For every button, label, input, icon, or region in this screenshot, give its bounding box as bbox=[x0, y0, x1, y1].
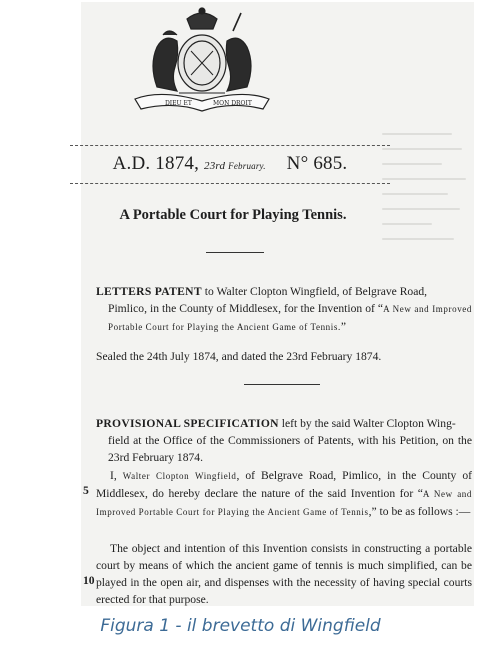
letters-patent-lead: LETTERS PATENT bbox=[96, 285, 202, 298]
object-paragraph: The object and intention of this Invention consists in constructing a portable court by means of which the ancient game of tennis is much simplified, can be played in the open air, and dispenses with the necessity of having special courts erected for that purpose. bbox=[96, 542, 472, 606]
arms-motto-left: DIEU ET bbox=[165, 100, 192, 107]
figure-caption: Figura 1 - il brevetto di Wingfield bbox=[100, 616, 381, 636]
letters-patent-text-2: Pimlico, in the County of Middlesex, for the Invention of “ bbox=[108, 302, 384, 315]
declaration-name: Walter Clopton Wingfield bbox=[122, 471, 237, 481]
declaration-paragraph bbox=[96, 467, 472, 521]
letters-patent-invention: A New and Improved Portable Court for Playing the Ancient Game of Tennis. bbox=[108, 304, 473, 332]
letters-patent-continuation bbox=[96, 300, 472, 336]
declaration-opening: I, bbox=[110, 469, 123, 482]
dashed-rule-top bbox=[70, 145, 390, 146]
patent-number: N° 685. bbox=[286, 153, 348, 174]
provisional-text-2: field at the Office of the Commissioners of Patents, with his Petition, on the 23rd February 1874. bbox=[108, 434, 472, 464]
line-number-10: 10 bbox=[83, 574, 95, 587]
bleed-through-text bbox=[382, 120, 470, 260]
patent-month: February. bbox=[228, 161, 266, 171]
declaration-close: ,” to be as follows :— bbox=[368, 505, 471, 518]
declaration-text: , of Belgrave Road, Pimlico, in the County of Middlesex, do hereby declare the nature of the said Invention for “ bbox=[96, 469, 472, 500]
section-divider-1 bbox=[206, 252, 264, 253]
provisional-lead: PROVISIONAL SPECIFICATION bbox=[96, 417, 279, 430]
patent-year: A.D. 1874, bbox=[112, 153, 200, 174]
patent-date bbox=[204, 160, 269, 172]
patent-day: 23rd bbox=[204, 160, 226, 172]
patent-title: A Portable Court for Playing Tennis. bbox=[119, 207, 347, 223]
letters-patent-paragraph bbox=[96, 283, 472, 336]
sealed-line: Sealed the 24th July 1874, and dated the 23rd February 1874. bbox=[96, 350, 382, 363]
royal-coat-of-arms bbox=[121, 5, 283, 115]
letters-patent-close: ” bbox=[340, 320, 346, 333]
line-number-5: 5 bbox=[83, 484, 89, 497]
letters-patent-text-1: to Walter Clopton Wingfield, of Belgrave Road, bbox=[201, 285, 428, 298]
provisional-specification-paragraph bbox=[96, 415, 472, 466]
patent-date-line bbox=[70, 150, 390, 180]
section-divider-2 bbox=[244, 384, 320, 385]
arms-motto-right: MON DROIT bbox=[213, 100, 252, 107]
declaration-invention: A New and Improved Portable Court for Playing the Ancient Game of Tennis bbox=[96, 489, 472, 517]
provisional-text-1: left by the said Walter Clopton Wing- bbox=[278, 417, 456, 430]
dashed-rule-bottom bbox=[70, 183, 390, 184]
